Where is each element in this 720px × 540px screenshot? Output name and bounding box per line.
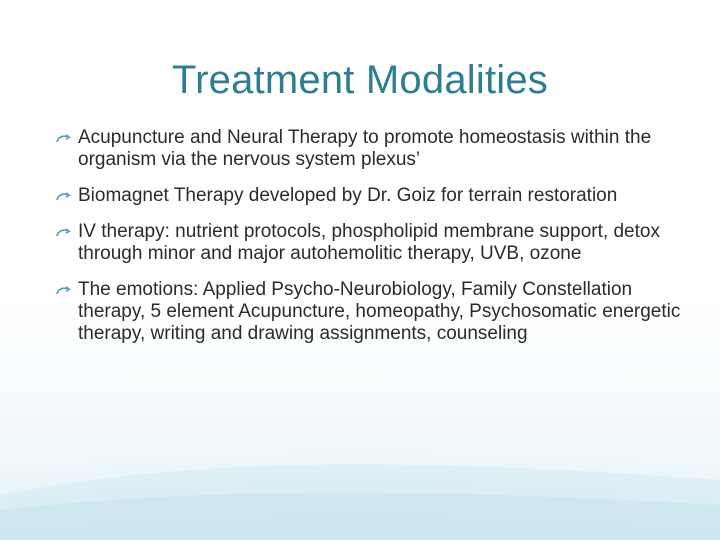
bullet-item-iv-therapy [52,221,692,265]
bullet-text: Acupuncture and Neural Therapy to promote homeostasis within the organism via the nervous system plexus’ [78,127,652,170]
bullet-item-biomagnet [52,185,692,207]
curved-arrow-bullet-icon [56,286,71,296]
curved-arrow-bullet-icon [56,192,71,202]
bullet-text: Biomagnet Therapy developed by Dr. Goiz for terrain restoration [78,185,618,206]
curved-arrow-bullet-icon [56,228,71,238]
background-wave-decoration [0,400,720,540]
bullet-item-acupuncture [52,127,692,171]
bullet-text: The emotions: Applied Psycho-Neurobiology, Family Constellation therapy, 5 element Acupuncture, homeopathy, Psychosomatic energetic therapy, writing and drawing assignments, counseling [78,279,681,344]
curved-arrow-bullet-icon [56,134,71,144]
bullet-list [52,127,692,359]
bullet-item-emotions [52,279,692,345]
slide-title: Treatment Modalities [172,58,548,102]
bullet-text: IV therapy: nutrient protocols, phospholipid membrane support, detox through minor and major autohemolitic therapy, UVB, ozone [78,221,660,264]
